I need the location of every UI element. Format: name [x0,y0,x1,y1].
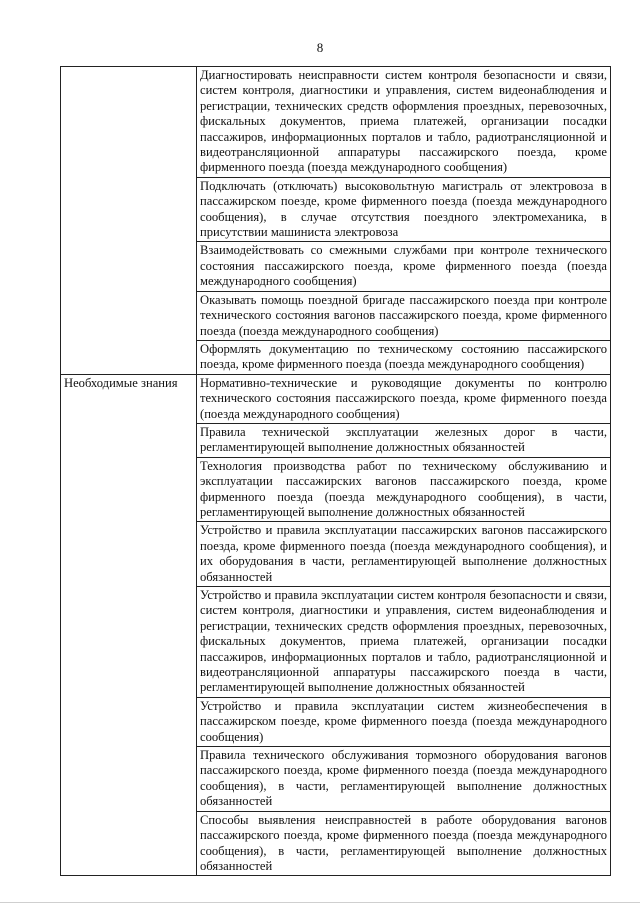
knowledge-item-life-support: Устройство и правила эксплуатации систем жизнеобеспечения в пассажирском поезде, кроме фирменного поезда (поезда международного сообщения) [197,697,611,746]
skill-item-high-voltage-line: Подключать (отключать) высоковольтную магистраль от электровоза в пассажирском поезде, кроме фирменного поезда (поезда международного сообщения), в случае отсутствия поездного электромеханика, в присутствии машиниста электровоза [197,177,611,242]
skill-item-assist-crew: Оказывать помощь поездной бригаде пассажирского поезда при контроле технического состояния вагонов пассажирского поезда, кроме фирменного поезда (поезда международного сообщения) [197,291,611,340]
row-label-cell [61,67,197,375]
knowledge-item-fault-detection: Способы выявления неисправностей в работе оборудования вагонов пассажирского поезда, кроме фирменного поезда (поезда международного сообщения), в части, регламентирующей выполнение должностных обязанностей [197,811,611,876]
skill-item-diagnose-systems: Диагностировать неисправности систем контроля безопасности и связи, систем контроля, диагностики и управления, систем видеонаблюдения и регистрации, технических средств оформления проездных, перевозочных, фискальных документов, приема платежей, организации посадки пассажиров, информационных порталов и табло, радиотрансляционной и видеотрансляционной аппаратуры пассажирского поезда, кроме фирменного поезда (поезда международного сообщения) [197,67,611,178]
table-row [61,67,611,178]
knowledge-item-regulations: Нормативно-технические и руководящие документы по контролю технического состояния пассажирского поезда, кроме фирменного поезда (поезда международного сообщения) [197,374,611,423]
page-number: 8 [316,40,324,55]
skill-item-documentation: Оформлять документацию по техническому состоянию пассажирского поезда, кроме фирменного поезда (поезда международного сообщения) [197,340,611,374]
knowledge-item-railway-rules: Правила технической эксплуатации железных дорог в части, регламентирующей выполнение должностных обязанностей [197,423,611,457]
table-row [61,374,611,423]
competency-table [60,66,611,876]
knowledge-item-wagon-design: Устройство и правила эксплуатации пассажирских вагонов пассажирского поезда, кроме фирменного поезда (поезда международного сообщения), и их оборудования в части, регламентирующей выполнение должностных обязанностей [197,522,611,587]
knowledge-item-brake-maintenance: Правила технического обслуживания тормозного оборудования вагонов пассажирского поезда, кроме фирменного поезда (поезда международного сообщения), в части, регламентирующей выполнение должностных обязанностей [197,747,611,812]
page-bottom-edge [0,902,640,903]
knowledge-item-maintenance-technology: Технология производства работ по техническому обслуживанию и эксплуатации пассажирских вагонов пассажирского поезда, кроме фирменного поезда (поезда международного сообщения), в части, регламентирующей выполнение должностных обязанностей [197,457,611,522]
skill-item-interact-services: Взаимодействовать со смежными службами при контроле технического состояния пассажирского поезда, кроме фирменного поезда (поезда международного сообщения) [197,242,611,291]
section-label-required-knowledge: Необходимые знания [61,374,197,876]
knowledge-item-safety-systems: Устройство и правила эксплуатации систем контроля безопасности и связи, систем контроля, диагностики и управления, систем видеонаблюдения и регистрации, технических средств оформления проездных, перевозочных, фискальных документов, приема платежей, организации посадки пассажиров, информационных порталов и табло, радиотрансляционной и видеотрансляционной аппаратуры пассажирского поезда в части, регламентирующей выполнение должностных обязанностей [197,587,611,698]
